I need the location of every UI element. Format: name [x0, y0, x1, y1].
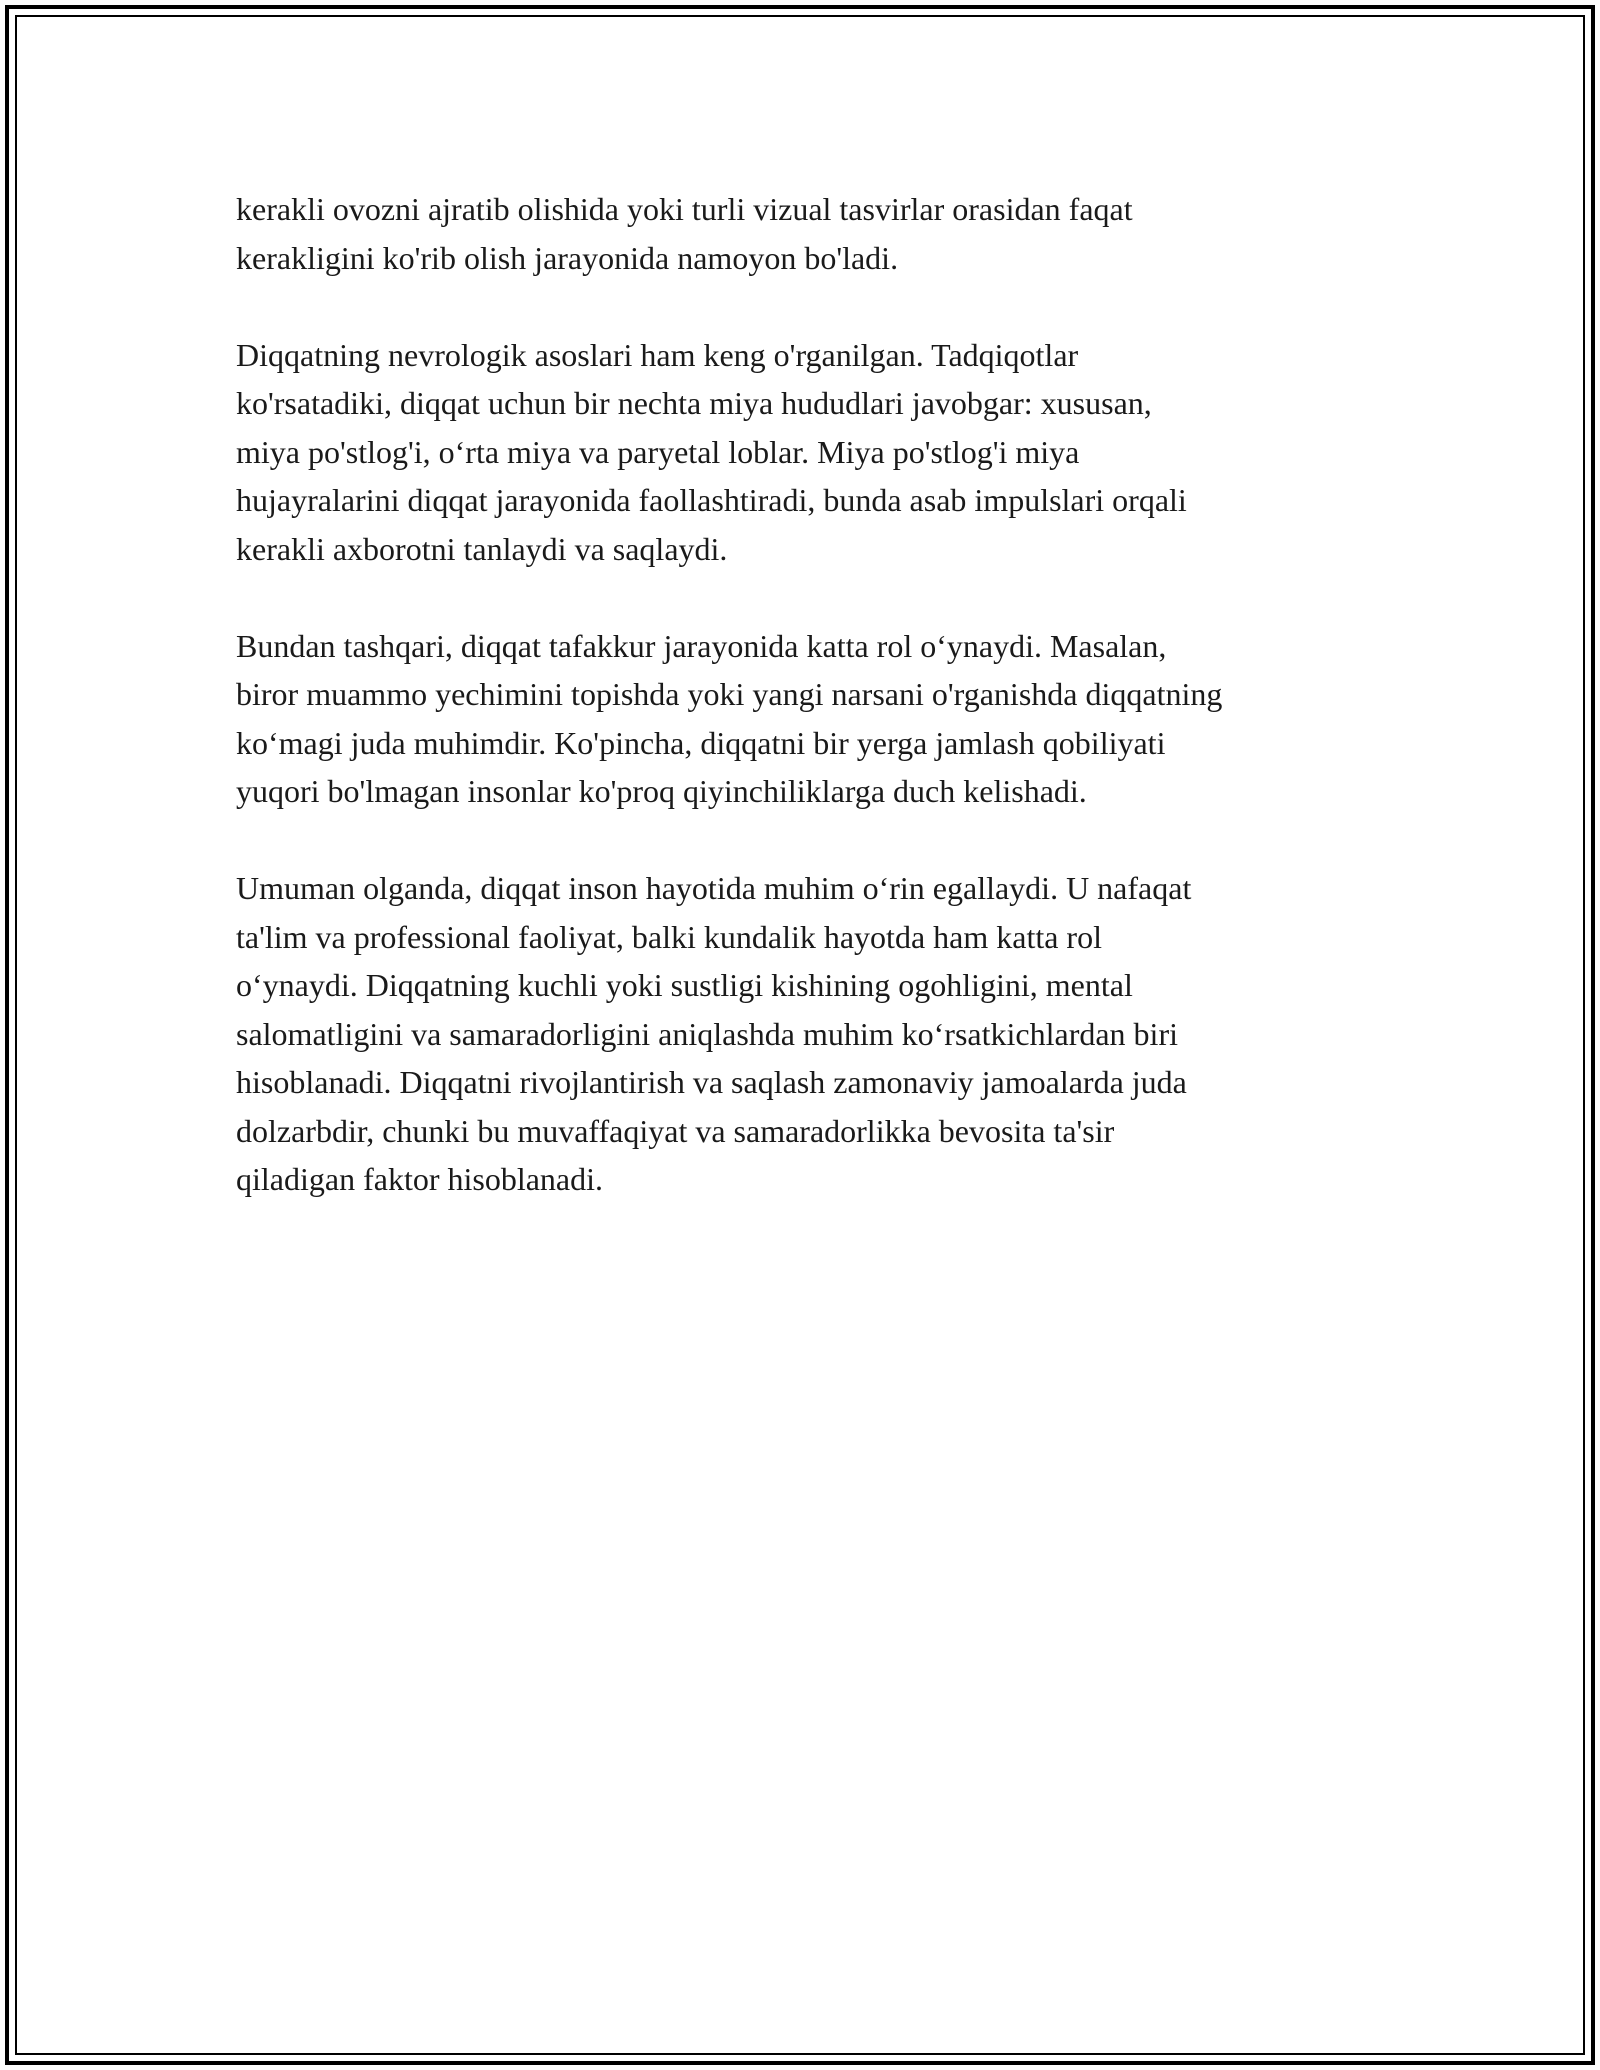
text-line: Umuman olganda, diqqat inson hayotida muhim o‘rin egallaydi. U nafaqat	[236, 870, 1192, 906]
text-line: kerakli axborotni tanlaydi va saqlaydi.	[236, 530, 728, 567]
text-line: ta'lim va professional faoliyat, balki kundalik hayotda ham katta rol	[236, 918, 1102, 955]
text-line: Diqqatning nevrologik asoslari ham keng o'rganilgan. Tadqiqotlar	[236, 336, 1079, 373]
text-line: Bundan tashqari, diqqat tafakkur jarayonida katta rol o‘ynaydi. Masalan,	[236, 627, 1167, 664]
paragraph-2	[236, 331, 1386, 574]
text-line: kerakligini ko'rib olish jarayonida namoyon bo'ladi.	[236, 239, 899, 276]
paragraph-3	[236, 622, 1386, 816]
text-line: yuqori bo'lmagan insonlar ko'proq qiyinchiliklarga duch kelishadi.	[236, 773, 1087, 809]
text-line: kerakli ovozni ajratib olishida yoki turli vizual tasvirlar orasidan faqat	[236, 191, 1133, 227]
paragraph-1	[236, 185, 1386, 282]
paragraph-4	[236, 864, 1386, 1204]
text-line: o‘ynaydi. Diqqatning kuchli yoki sustligi kishining ogohligini, mental	[236, 967, 1133, 1003]
document-body	[236, 185, 1386, 1252]
text-line: hujayralarini diqqat jarayonida faollashtiradi, bunda asab impulslari orqali	[236, 482, 1187, 518]
text-line: ko‘magi juda muhimdir. Ko'pincha, diqqatni bir yerga jamlash qobiliyati	[236, 724, 1166, 761]
text-line: biror muammo yechimini topishda yoki yangi narsani o'rganishda diqqatning	[236, 676, 1223, 712]
text-line: salomatligini va samaradorligini aniqlashda muhim ko‘rsatkichlardan biri	[236, 1015, 1178, 1052]
text-line: qiladigan faktor hisoblanadi.	[236, 1161, 604, 1197]
text-line: dolzarbdir, chunki bu muvaffaqiyat va samaradorlikka bevosita ta'sir	[236, 1112, 1115, 1149]
text-line: ko'rsatadiki, diqqat uchun bir nechta miya hududlari javobgar: xususan,	[236, 385, 1152, 421]
text-line: miya po'stlog'i, o‘rta miya va paryetal loblar. Miya po'stlog'i miya	[236, 433, 1080, 470]
text-line: hisoblanadi. Diqqatni rivojlantirish va saqlash zamonaviy jamoalarda juda	[236, 1064, 1187, 1100]
